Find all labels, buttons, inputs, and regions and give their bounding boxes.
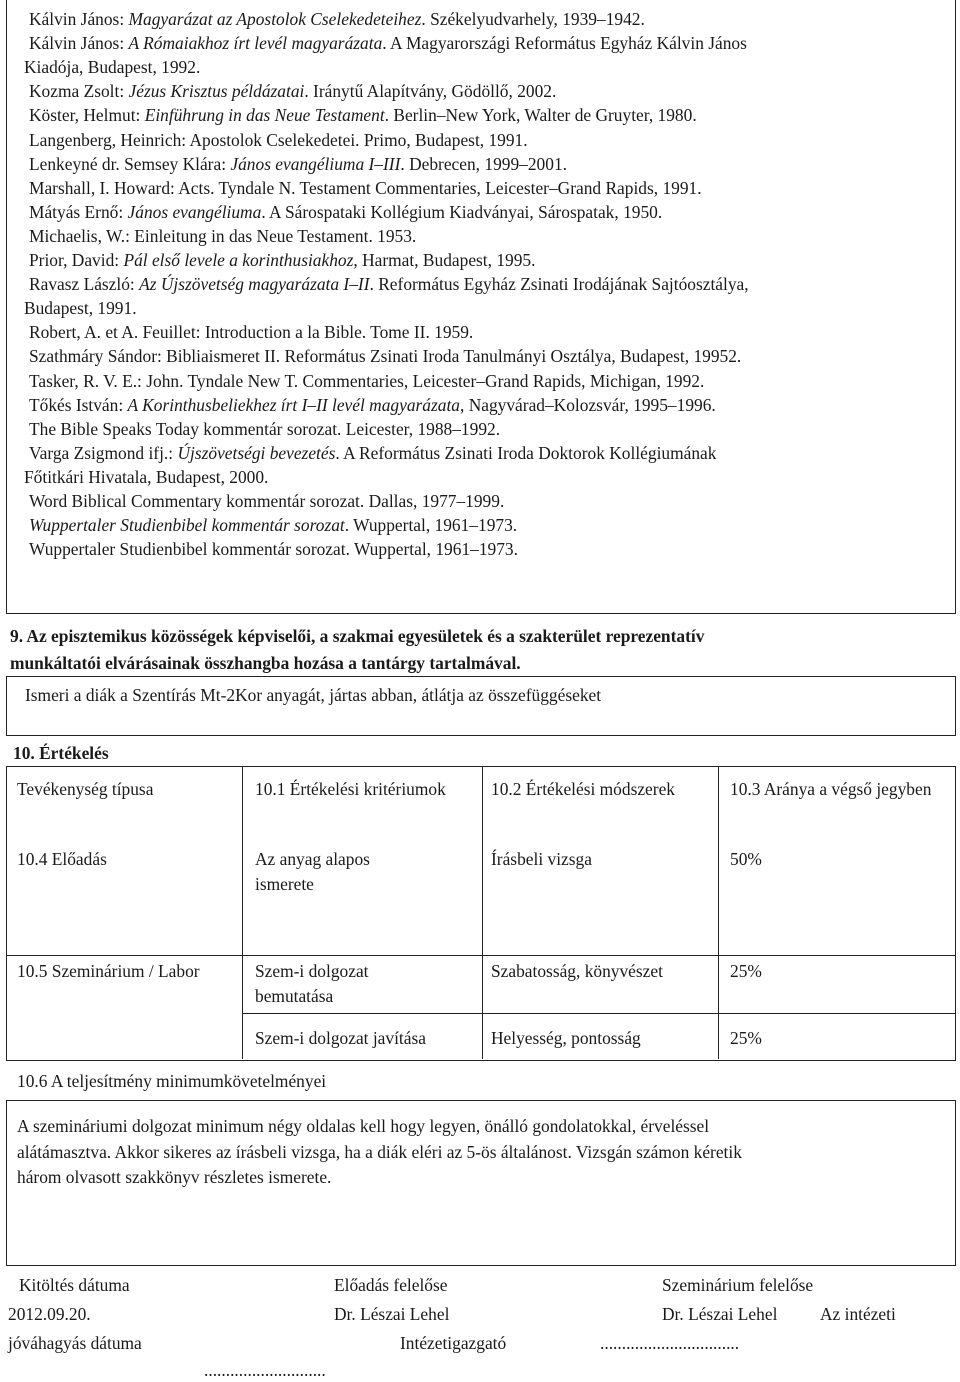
seminar-ratio: 25% [730,961,762,981]
competence-text: Ismeri a diák a Szentírás Mt-2Kor anyagát, jártas abban, átlátja az összefüggéseket [25,685,602,705]
section-9-heading-line1: 9. Az episztemikus közösségek képviselői, a szakmai egyesületek és a szakterület reprezentatív [10,626,705,646]
reference-entry [29,272,941,296]
reference-text: Ravasz László: [29,274,140,295]
reference-entry [29,417,941,441]
lecture-owner: Dr. Lészai Lehel [334,1304,450,1324]
table-divider [718,767,719,1059]
reference-entry [29,224,941,248]
reference-entry [24,465,941,489]
reference-text: . A Magyarországi Református Egyház Kálvin János [382,33,747,54]
section-10-heading: 10. Értékelés [13,743,109,763]
reference-entry [29,103,941,127]
evaluation-table [6,766,956,1061]
reference-title: Jézus Krisztus példázatai [128,81,305,102]
reference-title: A Korinthusbeliekhez írt I–II levél magyarázata [127,394,460,415]
reference-text: , Nagyvárad–Kolozsvár, 1995–1996. [460,394,716,415]
reference-text: Kálvin János: [29,33,129,54]
reference-text: Langenberg, Heinrich: Apostolok Cselekedetei. Primo, Budapest, 1991. [29,129,528,150]
reference-text: Köster, Helmut: [29,105,145,126]
reference-entry [29,489,941,513]
reference-entry [29,369,941,393]
requirements-line: A szemináriumi dolgozat minimum négy oldalas kell hogy legyen, önálló gondolatokkal, érveléssel [17,1116,710,1136]
minimum-requirements-box [6,1100,956,1266]
competence-box [6,676,956,736]
fill-date: 2012.09.20. [8,1304,91,1324]
seminar-owner-label: Szeminárium felelőse [662,1275,814,1295]
reference-title: János evangéliuma [127,201,262,222]
reference-title: Az Újszövetség magyarázata I–II [139,274,370,295]
reference-text: , Harmat, Budapest, 1995. [353,250,536,270]
reference-entry [29,393,941,417]
lecture-type: 10.4 Előadás [17,849,107,869]
reference-text: Wuppertaler Studienbibel kommentár sorozat. Wuppertal, 1961–1973. [29,539,518,560]
reference-title: Wuppertaler Studienbibel kommentár sorozat [29,515,345,536]
reference-text: . Székelyudvarhely, 1939–1942. [421,9,645,29]
approval-date-dots: ............................ [204,1360,326,1380]
reference-entry [24,296,941,320]
fill-date-label: Kitöltés dátuma [19,1275,130,1295]
reference-entry [29,7,941,31]
lecture-criteria: Az anyag alapos ismerete [255,849,370,894]
reference-text: . Debrecen, 1999–2001. [400,153,567,174]
lecture-ratio: 50% [730,849,762,869]
seminar-type: 10.5 Szeminárium / Labor [17,961,200,981]
director-label: Intézetigazgató [400,1333,507,1353]
reference-text: . Wuppertal, 1961–1973. [344,515,518,536]
reference-text: Budapest, 1991. [24,298,137,319]
seminar2-criteria: Szem-i dolgozat javítása [255,1028,426,1048]
reference-text: Lenkeyné dr. Semsey Klára: [29,153,231,174]
seminar-method: Szabatosság, könyvészet [491,961,663,981]
reference-entry [29,200,941,224]
reference-entry [29,176,941,200]
reference-text: . A Református Zsinati Iroda Doktorok Kollégiumának [335,442,717,463]
reference-text: Kiadója, Budapest, 1992. [24,57,201,78]
header-criteria: 10.1 Értékelési kritériumok [255,779,446,799]
reference-text: Mátyás Ernő: [29,201,128,222]
reference-text: The Bible Speaks Today kommentár sorozat. Leicester, 1988–1992. [29,418,501,439]
reference-text: Szathmáry Sándor: Bibliaismeret II. Református Zsinati Iroda Tanulmányi Osztálya, Budapest, 19952. [29,346,742,367]
reference-text: Robert, A. et A. Feuillet: Introduction a la Bible. Tome II. 1959. [29,322,474,343]
approval-date-label: jóváhagyás dátuma [8,1333,142,1353]
reference-title: Einführung in das Neue Testament [144,105,385,126]
table-divider [242,1013,955,1014]
header-ratio: 10.3 Aránya a végső jegyben [730,779,932,799]
reference-text: . A Sárospataki Kollégium Kiadványai, Sárospatak, 1950. [261,201,663,222]
requirements-line: három olvasott szakkönyv részletes ismerete. [17,1167,332,1187]
reference-entry [29,31,941,55]
reference-entry [29,513,941,537]
seminar2-method: Helyesség, pontosság [491,1028,641,1048]
header-activity-type: Tevékenység típusa [17,779,154,799]
reference-title: A Rómaiakhoz írt levél magyarázata [128,33,383,54]
table-divider [482,767,483,1059]
reference-entry [29,537,941,561]
section-9-heading [10,623,950,677]
table-divider [242,955,243,1059]
reference-entry [29,344,941,368]
reference-title: Újszövetségi bevezetés [177,442,336,463]
reference-text: . Református Egyház Zsinati Irodájának Sajtóosztálya, [369,274,749,295]
reference-title: Magyarázat az Apostolok Cselekedeteihez [128,9,422,29]
reference-entry [29,152,941,176]
reference-entry [29,441,941,465]
reference-entry [29,248,941,272]
reference-title: János evangéliuma I–III [230,153,401,174]
institute-label: Az intézeti [820,1304,896,1324]
lecture-method: Írásbeli vizsga [491,849,592,869]
minimum-requirements-label: 10.6 A teljesítmény minimumkövetelményei [17,1071,327,1091]
table-divider [7,955,955,956]
header-methods: 10.2 Értékelési módszerek [491,779,675,799]
lecture-owner-label: Előadás felelőse [334,1275,448,1295]
reference-text: Word Biblical Commentary kommentár sorozat. Dallas, 1977–1999. [29,491,505,511]
reference-text: Kálvin János: [29,9,129,29]
bibliography-box [6,0,956,614]
reference-entry [24,55,941,79]
reference-text: Tőkés István: [29,394,128,415]
reference-text: . Iránytű Alapítvány, Gödöllő, 2002. [304,81,557,102]
reference-text: Tasker, R. V. E.: John. Tyndale New T. Commentaries, Leicester–Grand Rapids, Michigan, 1992. [29,370,705,391]
seminar2-ratio: 25% [730,1028,762,1048]
reference-entry [29,79,941,103]
reference-entry [29,320,941,344]
seminar-owner: Dr. Lészai Lehel [662,1304,778,1324]
reference-title: Pál első levele a korinthusiakhoz [123,250,354,270]
reference-text: Prior, David: [29,250,124,270]
requirements-line: alátámasztva. Akkor sikeres az írásbeli vizsga, ha a diák eléri az 5-ös általánost. Vizsgán számon kéretik [17,1142,742,1162]
reference-text: Főtitkári Hivatala, Budapest, 2000. [24,466,269,487]
seminar-criteria: Szem-i dolgozat bemutatása [255,961,369,1006]
director-signature-dots: ................................ [600,1333,740,1353]
reference-text: . Berlin–New York, Walter de Gruyter, 1980. [384,105,697,126]
reference-entry [29,128,941,152]
table-divider [242,767,243,955]
reference-text: Michaelis, W.: Einleitung in das Neue Testament. 1953. [29,225,417,246]
reference-text: Kozma Zsolt: [29,81,129,102]
section-9-heading-line2: munkáltatói elvárásainak összhangba hozása a tantárgy tartalmával. [10,653,521,673]
reference-text: Varga Zsigmond ifj.: [29,442,178,463]
reference-text: Marshall, I. Howard: Acts. Tyndale N. Testament Commentaries, Leicester–Grand Rapids, 1991. [29,177,702,198]
